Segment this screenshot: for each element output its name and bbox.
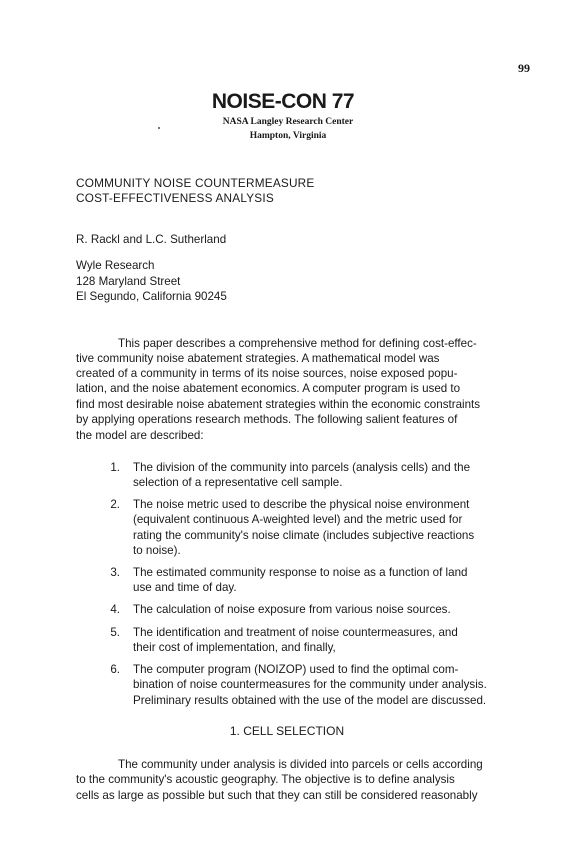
abstract-line: tive community noise abatement strategies. A mathematical model was xyxy=(76,352,440,365)
paper-title-line: COMMUNITY NOISE COUNTERMEASURE xyxy=(76,176,315,190)
feature-line: selection of a representative cell sample. xyxy=(133,476,343,489)
scan-speck xyxy=(158,127,160,129)
abstract-line: created of a community in terms of its noise sources, noise exposed popu- xyxy=(76,367,458,380)
feature-line: (equivalent continuous A-weighted level) and the metric used for xyxy=(133,513,463,526)
feature-number: 6. xyxy=(110,663,120,676)
conference-title: NOISE-CON 77 xyxy=(211,90,355,113)
abstract-line: find most desirable noise abatement strategies within the economic constraints xyxy=(76,398,481,411)
feature-line: The noise metric used to describe the physical noise environment xyxy=(133,498,470,511)
feature-line: The computer program (NOIZOP) used to find the optimal com- xyxy=(133,663,459,676)
abstract-line: This paper describes a comprehensive method for defining cost-effec- xyxy=(118,337,477,350)
feature-number: 5. xyxy=(110,626,120,639)
feature-line: The division of the community into parcels (analysis cells) and the xyxy=(133,461,471,474)
feature-number: 1. xyxy=(110,461,120,474)
feature-number: 4. xyxy=(110,603,120,616)
feature-line: The identification and treatment of noise countermeasures, and xyxy=(133,626,458,639)
feature-line: rating the community's noise climate (includes subjective reactions xyxy=(133,529,475,542)
abstract-line: lation, and the noise abatement economics. A computer program is used to xyxy=(76,382,461,395)
affiliation-line: 128 Maryland Street xyxy=(76,275,181,288)
conference-location: Hampton, Virginia xyxy=(249,131,327,141)
abstract-line: by applying operations research methods. The following salient features of xyxy=(76,413,458,426)
feature-line: Preliminary results obtained with the use of the model are discussed. xyxy=(133,694,487,707)
affiliation-line: Wyle Research xyxy=(76,259,155,272)
authors: R. Rackl and L.C. Sutherland xyxy=(76,233,227,246)
paper-title-line: COST-EFFECTIVENESS ANALYSIS xyxy=(76,191,274,205)
feature-line: use and time of day. xyxy=(133,581,237,594)
page-number: 99 xyxy=(518,61,530,75)
conference-venue: NASA Langley Research Center xyxy=(222,117,354,127)
feature-line: their cost of implementation, and finally, xyxy=(133,641,336,654)
feature-number: 3. xyxy=(110,566,120,579)
feature-line: The estimated community response to noise as a function of land xyxy=(133,566,468,579)
section-heading: 1. CELL SELECTION xyxy=(229,724,345,738)
affiliation-line: El Segundo, California 90245 xyxy=(76,290,227,303)
body-line: to the community's acoustic geography. The objective is to define analysis xyxy=(76,773,455,786)
abstract-line: the model are described: xyxy=(76,429,204,442)
feature-number: 2. xyxy=(110,498,120,511)
feature-line: bination of noise countermeasures for the community under analysis. xyxy=(133,678,487,691)
feature-line: The calculation of noise exposure from various noise sources. xyxy=(133,603,451,616)
body-line: The community under analysis is divided into parcels or cells according xyxy=(118,758,483,771)
body-line: cells as large as possible but such that they can still be considered reasonably xyxy=(76,789,478,802)
feature-line: to noise). xyxy=(133,544,181,557)
